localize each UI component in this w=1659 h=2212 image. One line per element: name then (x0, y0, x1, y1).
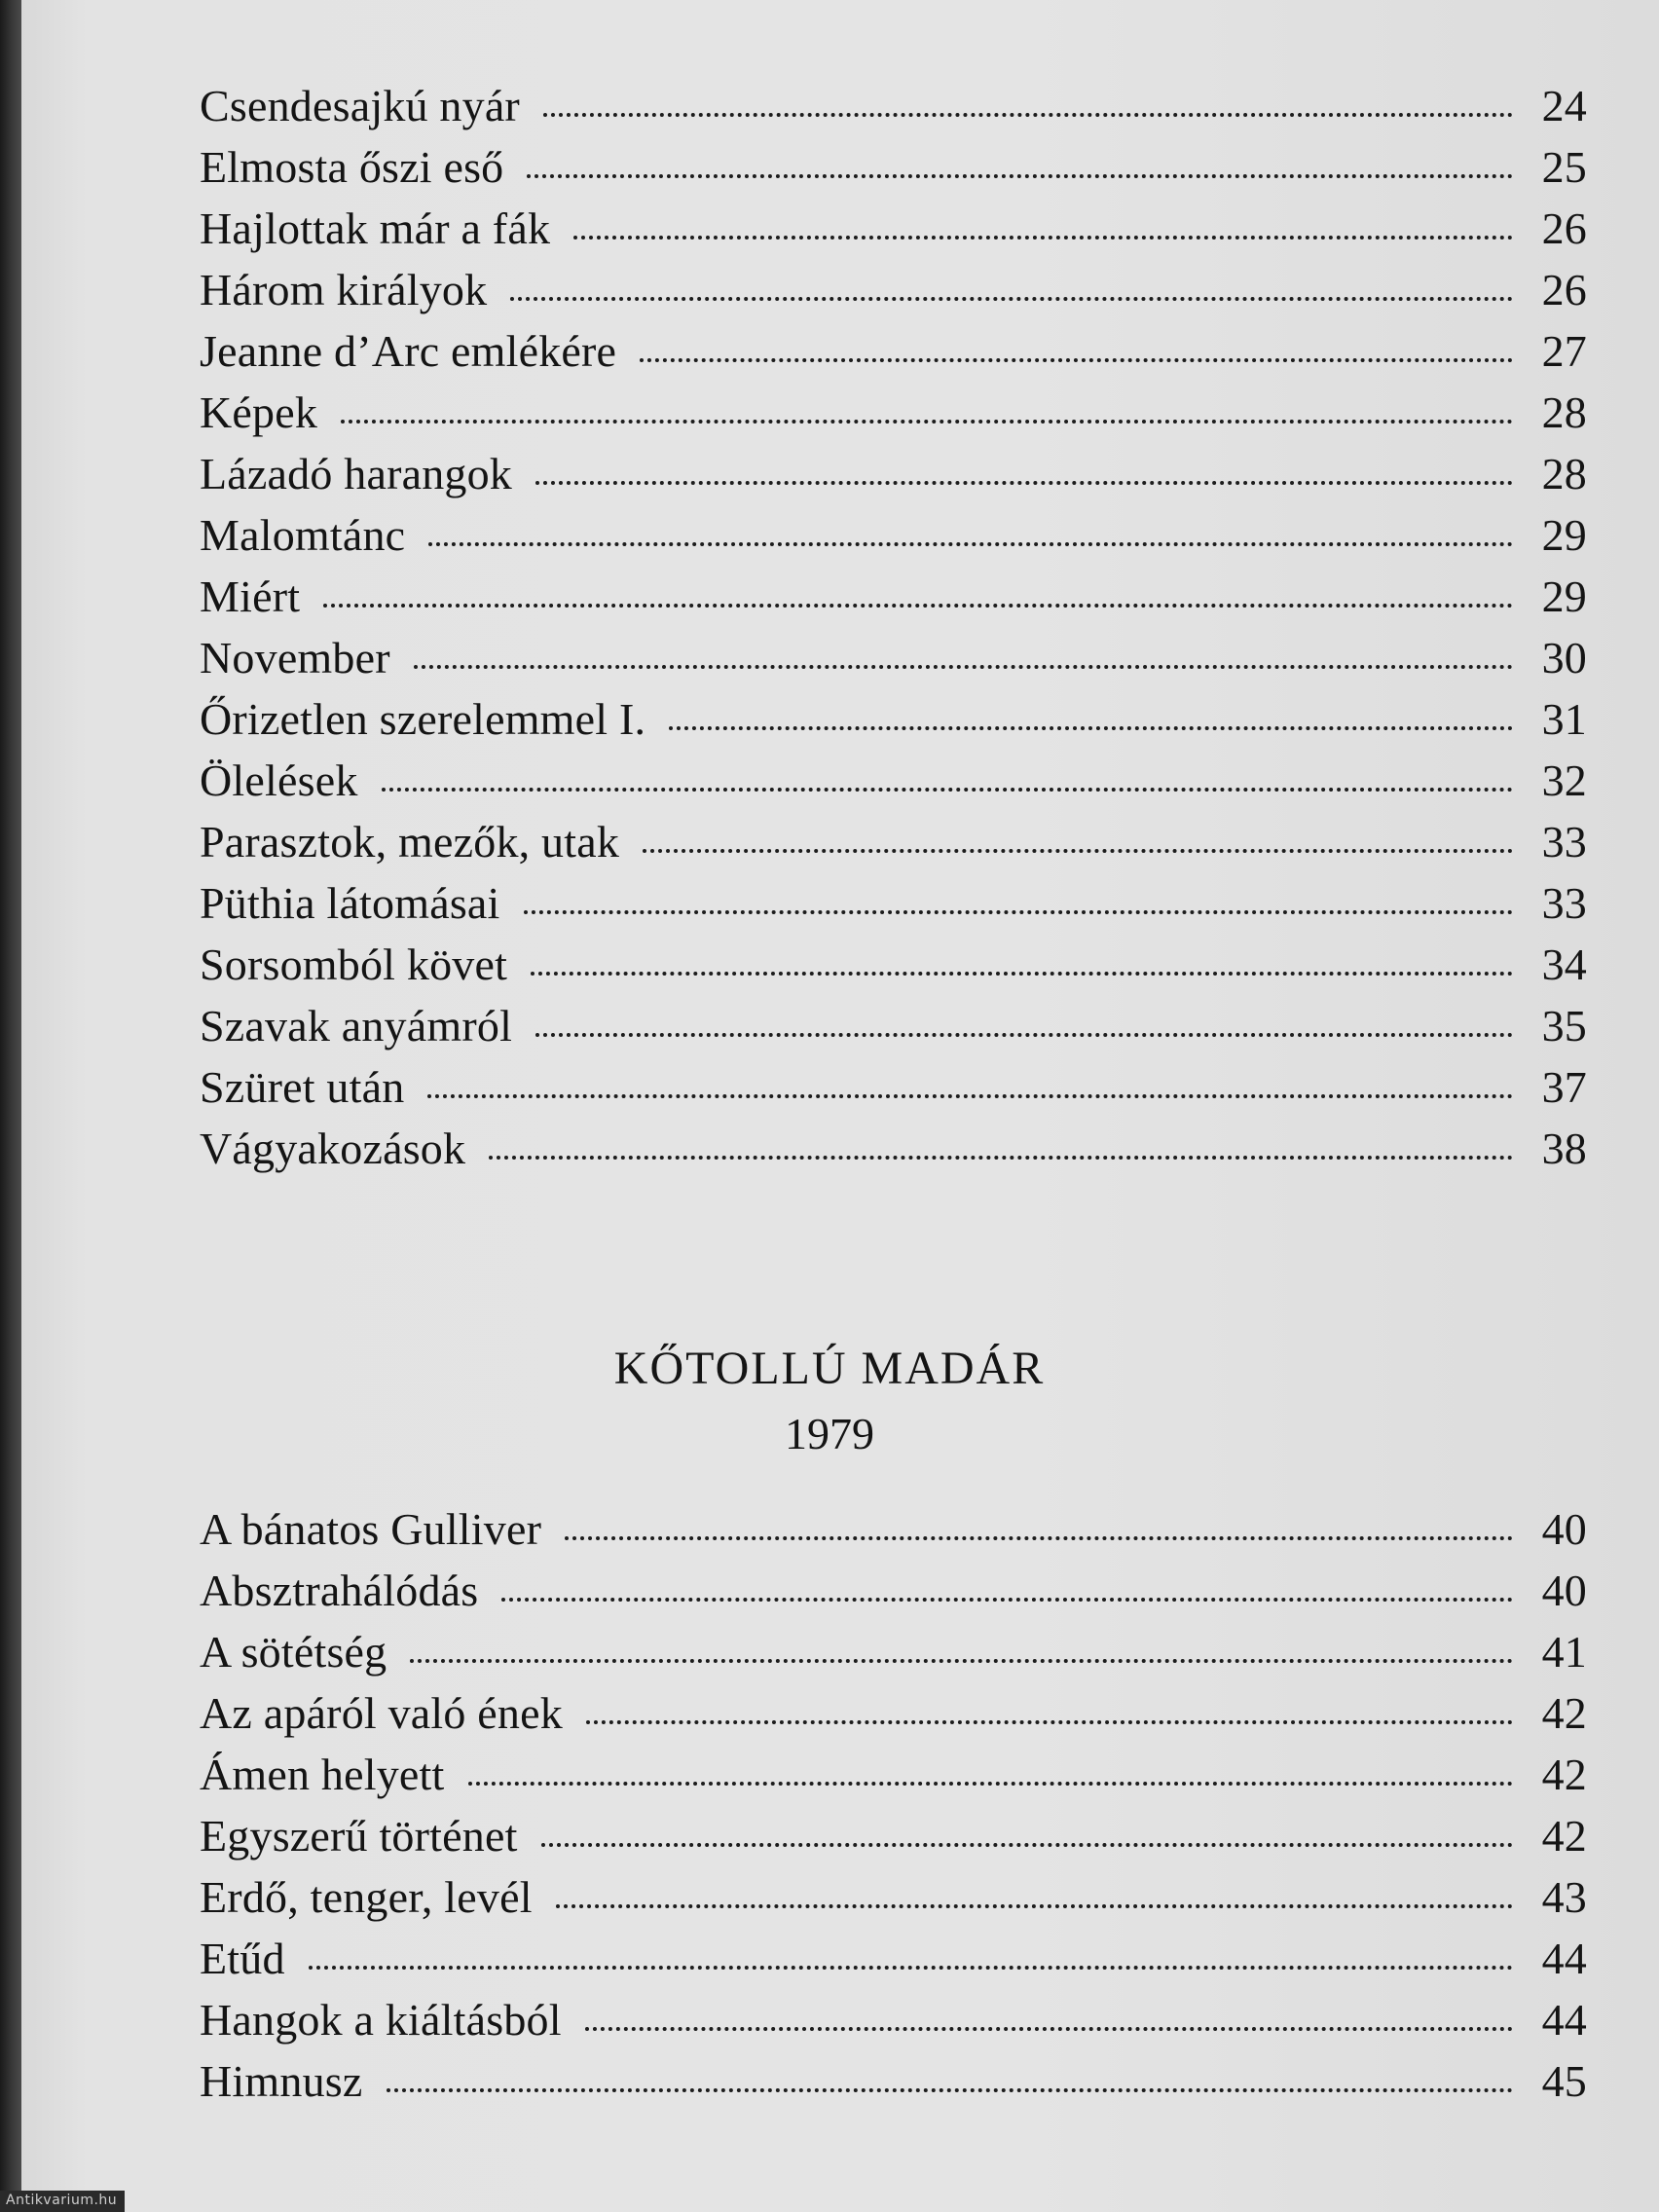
toc-entry-title: Vágyakozások (200, 1124, 466, 1173)
toc-entry (200, 939, 1587, 1000)
toc-entry-page: 30 (1541, 633, 1587, 682)
toc-entry-page: 31 (1541, 694, 1587, 744)
dot-leader (585, 2027, 1513, 2031)
toc-entry-title: Parasztok, mezők, utak (200, 817, 620, 866)
toc-entry (200, 448, 1587, 509)
toc-entry (200, 571, 1587, 632)
toc-entry-page: 37 (1541, 1062, 1587, 1112)
toc-entry-title: Szavak anyámról (200, 1001, 513, 1051)
dot-leader (428, 542, 1513, 546)
toc-entry-title: Lázadó harangok (200, 449, 513, 498)
toc-entry-page: 41 (1541, 1627, 1587, 1677)
toc-entry-title: Jeanne d’Arc emlékére (200, 326, 617, 376)
toc-entry-page: 29 (1541, 571, 1587, 621)
dot-leader (543, 113, 1513, 117)
toc-entry-page: 27 (1541, 326, 1587, 376)
toc-entry-title: A bánatos Gulliver (200, 1504, 542, 1554)
toc-entry-page: 26 (1541, 265, 1587, 314)
toc-entry-page: 33 (1541, 817, 1587, 866)
toc-entry-title: Őrizetlen szerelemmel I. (200, 694, 646, 744)
dot-leader (309, 1966, 1513, 1970)
toc-entry-title: Miért (200, 571, 301, 621)
toc-entry-title: Ámen helyett (200, 1750, 445, 1799)
dot-leader (501, 1598, 1513, 1602)
toc-entry-page: 42 (1541, 1750, 1587, 1799)
toc-entry-page: 40 (1541, 1504, 1587, 1554)
toc-entry (200, 325, 1587, 387)
dot-leader (382, 788, 1513, 792)
dot-leader (527, 174, 1513, 178)
dot-leader (669, 726, 1513, 730)
toc-entry-title: Püthia látomásai (200, 878, 500, 928)
dot-leader (573, 236, 1513, 240)
toc-entry (200, 203, 1587, 264)
watermark-label: Antikvarium.hu (0, 2191, 125, 2212)
toc-entry-title: Csendesajkú nyár (200, 81, 520, 130)
toc-entry-page: 45 (1541, 2056, 1587, 2106)
toc-entry-page: 44 (1541, 1934, 1587, 1983)
toc-list-kotollu-madar (200, 1503, 1587, 2117)
toc-entry-page: 38 (1541, 1124, 1587, 1173)
section-year: 1979 (785, 1409, 874, 1458)
dot-leader (640, 358, 1513, 362)
toc-entry (200, 1565, 1587, 1626)
toc-entry (200, 2055, 1587, 2117)
dot-leader (510, 297, 1513, 301)
toc-entry (200, 509, 1587, 571)
toc-entry-title: Ölelések (200, 756, 358, 805)
toc-entry-title: Képek (200, 387, 318, 437)
book-spine-shadow (0, 0, 21, 2212)
toc-entry (200, 1749, 1587, 1810)
dot-leader (427, 1094, 1513, 1098)
section-title: KŐTOLLÚ MADÁR (613, 1343, 1046, 1394)
toc-entry-title: November (200, 633, 390, 682)
toc-entry-page: 40 (1541, 1566, 1587, 1615)
dot-leader (535, 481, 1513, 485)
toc-entry (200, 1503, 1587, 1565)
dot-leader (387, 2088, 1514, 2092)
toc-entry-title: Az apáról való ének (200, 1688, 563, 1738)
toc-entry-page: 24 (1541, 81, 1587, 130)
toc-entry (200, 816, 1587, 877)
dot-leader (410, 1659, 1513, 1663)
toc-entry (200, 1994, 1587, 2055)
toc-list-previous-section (200, 80, 1587, 1184)
dot-leader (643, 849, 1513, 853)
dot-leader (414, 665, 1513, 669)
toc-entry (200, 387, 1587, 448)
toc-entry-title: A sötétség (200, 1627, 387, 1677)
toc-entry-title: Három királyok (200, 265, 488, 314)
toc-entry-page: 29 (1541, 510, 1587, 560)
toc-entry (200, 632, 1587, 693)
toc-entry (200, 693, 1587, 755)
toc-entry-page: 28 (1541, 449, 1587, 498)
toc-entry-title: Himnusz (200, 2056, 363, 2106)
toc-entry-page: 42 (1541, 1688, 1587, 1738)
toc-entry (200, 1626, 1587, 1687)
toc-entry-page: 33 (1541, 878, 1587, 928)
toc-entry (200, 1061, 1587, 1123)
toc-entry (200, 264, 1587, 325)
toc-entry (200, 1000, 1587, 1061)
toc-entry-page: 32 (1541, 756, 1587, 805)
dot-leader (531, 972, 1513, 976)
toc-entry (200, 877, 1587, 939)
dot-leader (541, 1843, 1513, 1847)
dot-leader (535, 1033, 1513, 1037)
dot-leader (524, 910, 1513, 914)
dot-leader (341, 420, 1513, 424)
toc-entry-page: 25 (1541, 142, 1587, 192)
dot-leader (586, 1720, 1513, 1724)
toc-entry-title: Absztrahálódás (200, 1566, 479, 1615)
toc-entry-title: Hangok a kiáltásból (200, 1995, 562, 2045)
toc-entry (200, 1810, 1587, 1871)
toc-entry (200, 755, 1587, 816)
dot-leader (565, 1536, 1513, 1540)
toc-entry-title: Hajlottak már a fák (200, 203, 551, 253)
toc-entry-title: Szüret után (200, 1062, 405, 1112)
toc-entry (200, 141, 1587, 203)
dot-leader (489, 1156, 1513, 1160)
toc-entry-page: 42 (1541, 1811, 1587, 1861)
toc-entry (200, 1871, 1587, 1933)
toc-entry-page: 34 (1541, 940, 1587, 989)
toc-entry-title: Sorsomból követ (200, 940, 508, 989)
toc-entry-page: 26 (1541, 203, 1587, 253)
toc-entry-page: 28 (1541, 387, 1587, 437)
toc-entry-page: 35 (1541, 1001, 1587, 1051)
dot-leader (556, 1904, 1513, 1908)
toc-entry (200, 80, 1587, 141)
toc-entry-title: Egyszerű történet (200, 1811, 518, 1861)
toc-entry-title: Erdő, tenger, levél (200, 1872, 533, 1922)
toc-entry-title: Malomtánc (200, 510, 406, 560)
toc-entry-title: Elmosta őszi eső (200, 142, 504, 192)
toc-entry (200, 1933, 1587, 1994)
toc-entry-title: Etűd (200, 1934, 285, 1983)
dot-leader (323, 604, 1513, 608)
toc-entry-page: 43 (1541, 1872, 1587, 1922)
toc-entry (200, 1687, 1587, 1749)
toc-entry-page: 44 (1541, 1995, 1587, 2045)
dot-leader (468, 1782, 1514, 1786)
toc-entry (200, 1123, 1587, 1184)
